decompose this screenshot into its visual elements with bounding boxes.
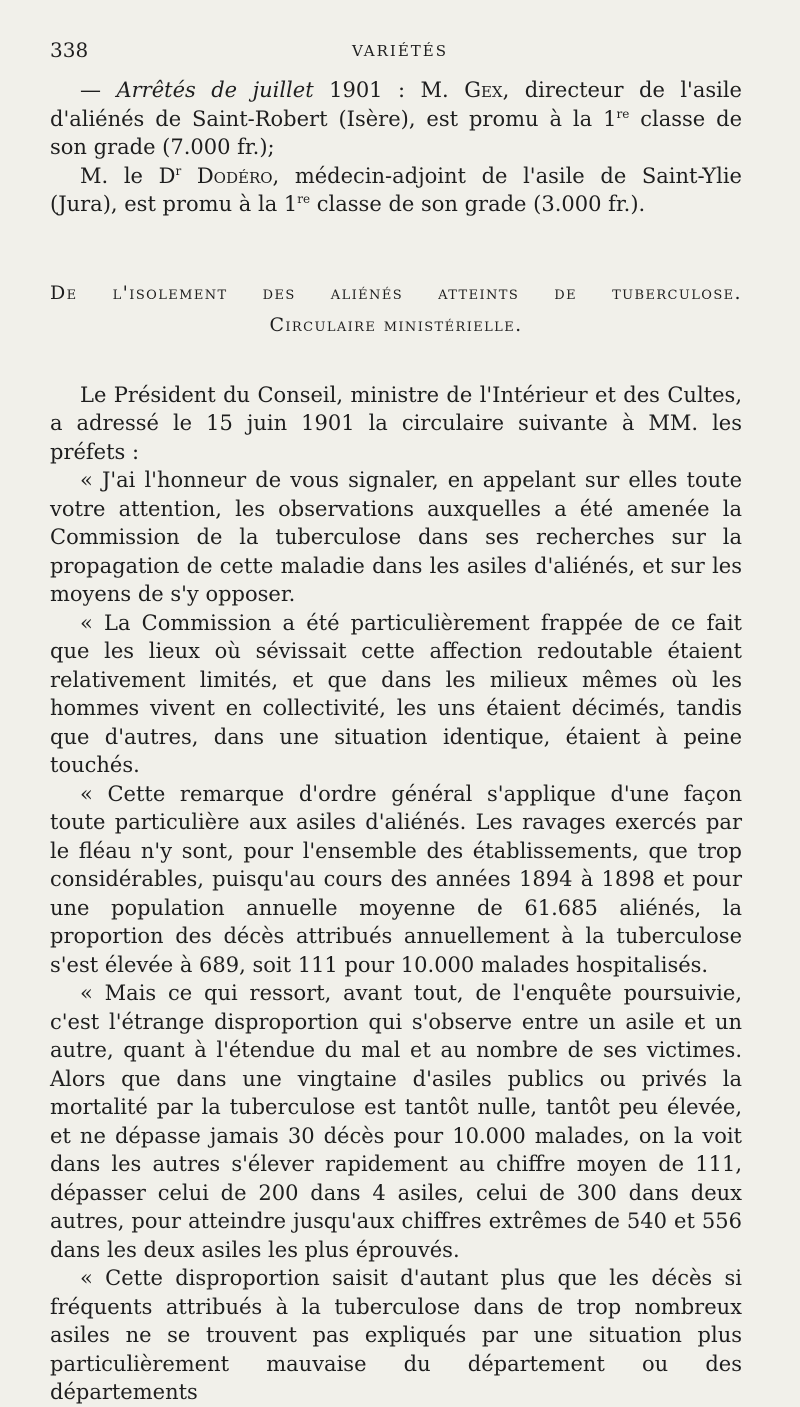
notice-sup-2: r [175,163,182,178]
page-body [50,76,742,1407]
notice-paragraph-1 [50,76,742,162]
body-paragraph-6: « Cette disproportion saisit d'autant plus que les décès si fréquents attribués à la tuberculose dans de trop nombreux asiles ne se trouvent pas expliqués par une situation plus particulièrement mauvaise du département ou des départements [50,1266,742,1404]
section-subtitle: Circulaire ministérielle. [269,313,523,336]
running-title: VARIÉTÉS [351,42,449,60]
notice-name-gex: Gex [464,78,503,102]
notice-dash: — [80,78,117,102]
body-paragraph-3: « La Commission a été particulièrement frappée de ce fait que les lieux où sévissait cette affection redoutable étaient relativement limités, et que dans les milieux mêmes où les hommes vivent en collectivité, les uns étaient décimés, tandis que d'autres, dans une situation identique, étaient à peine touchés. [50,610,742,777]
notice-text-2b: classe de son grade (3.000 fr.). [310,192,646,216]
body-paragraph-1: Le Président du Conseil, ministre de l'Intérieur et des Cultes, a adressé le 15 juin 1901 la circulaire suivante à MM. les préfets : [50,382,742,464]
notice-year: 1901 : M. [313,78,465,102]
page-number: 338 [50,38,89,62]
notice-sup-1: re [616,106,630,121]
body-paragraph-2: « J'ai l'honneur de vous signaler, en appelant sur elles toute votre attention, les observations auxquelles a été amenée la Commission de la tuberculose dans ses recherches sur la propagation de cette maladie dans les asiles d'aliénés, et sur les moyens de s'y opposer. [50,468,742,606]
notice-text-2: , médecin-adjoint de l'asile de Saint-Ylie (Jura), est promu à la 1 [50,163,742,216]
notice-text-1: , directeur de l'asile d'aliénés de Saint-Robert (Isère), est promu à la 1 [50,78,742,131]
notice-paragraph-2 [50,162,742,219]
section-title: De l'isolement des aliénés atteints de tuberculose. [50,281,742,304]
notice-p2-start: M. le D [80,163,176,188]
running-header [50,32,750,68]
notice-text-1b: classe de son grade (7.000 fr.); [50,106,743,159]
body-paragraph-4: « Cette remarque d'ordre général s'applique d'une façon toute particulière aux asiles d'aliénés. Les ravages exercés par le fléau n'y sont, pour l'ensemble des établissements, que trop considérables, puisqu'au cours des années 1894 à 1898 et pour une population annuelle moyenne de 61.685 aliénés, la proportion des décès attribués annuellement à la tuberculose s'est élevée à 689, soit 111 pour 10.000 malades hospitalisés. [50,781,742,977]
notice-name-dodero: Dodéro [196,163,273,188]
notice-sup-3: re [297,192,311,206]
body-paragraph-5: « Mais ce qui ressort, avant tout, de l'enquête poursuivie, c'est l'étrange disproportion qui s'observe entre un asile et un autre, quant à l'étendue du mal et au nombre de ses victimes. Alors que dans une vingtaine d'asiles publics ou privés la mortalité par la tuberculose est tantôt nulle, tantôt peu élevée, et ne dépasse jamais 30 décès pour 10.000 malades, on la voit dans les autres s'élever rapidement au chiffre moyen de 111, dépasser celui de 200 dans 4 asiles, celui de 300 dans deux autres, pour atteindre jusqu'aux chiffres extrêmes de 540 et 556 dans les deux asiles les plus éprouvés. [50,981,742,1262]
notice-date: Arrêtés de juillet [116,78,314,102]
